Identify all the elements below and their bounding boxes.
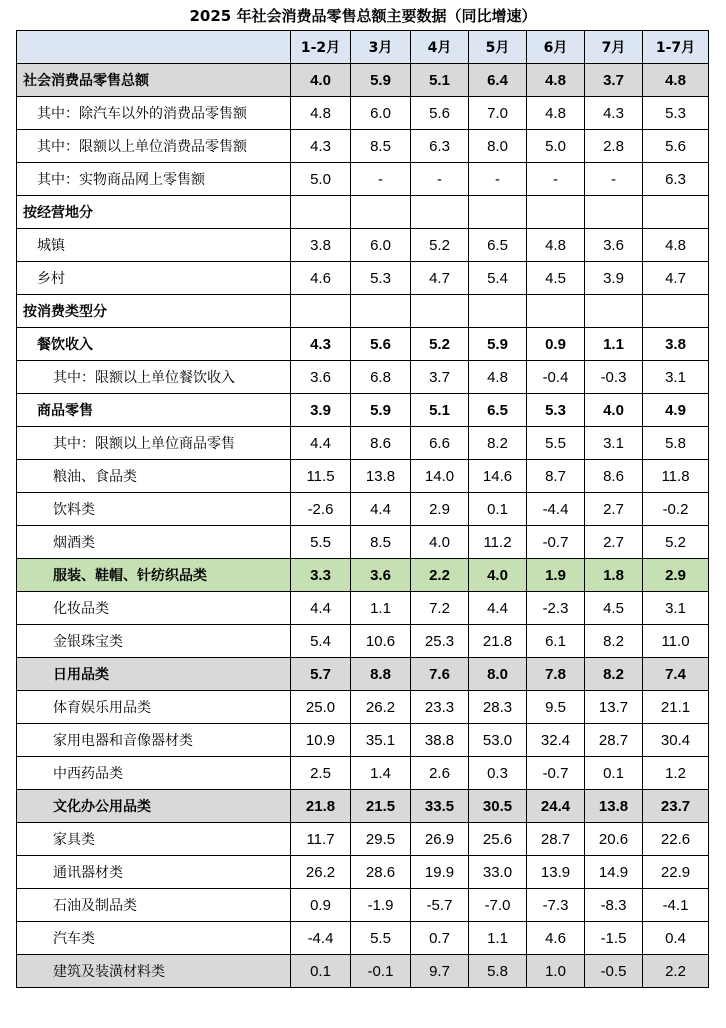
value-cell: 0.3: [469, 757, 527, 790]
value-cell: 0.1: [469, 493, 527, 526]
value-cell: 4.6: [291, 262, 351, 295]
value-cell: 28.7: [585, 724, 643, 757]
value-cell: -2.3: [527, 592, 585, 625]
value-cell: 28.6: [351, 856, 411, 889]
value-cell: 21.8: [291, 790, 351, 823]
value-cell: 5.3: [527, 394, 585, 427]
value-cell: 2.9: [643, 559, 709, 592]
value-cell: 28.3: [469, 691, 527, 724]
header-cell-jun: 6月: [527, 31, 585, 64]
row-label: 其中：限额以上单位餐饮收入: [17, 361, 291, 394]
row-label: 城镇: [17, 229, 291, 262]
row-label: 中西药品类: [17, 757, 291, 790]
value-cell: 2.2: [411, 559, 469, 592]
value-cell: 14.9: [585, 856, 643, 889]
table-row: [17, 295, 709, 328]
value-cell: 1.1: [469, 922, 527, 955]
value-cell: 0.7: [411, 922, 469, 955]
value-cell: 3.9: [585, 262, 643, 295]
value-cell: 4.8: [643, 229, 709, 262]
table-row: [17, 559, 709, 592]
value-cell: 4.4: [291, 427, 351, 460]
value-cell: 4.8: [527, 64, 585, 97]
value-cell: 2.7: [585, 493, 643, 526]
value-cell: 14.6: [469, 460, 527, 493]
value-cell: 10.9: [291, 724, 351, 757]
value-cell: 2.6: [411, 757, 469, 790]
value-cell: 32.4: [527, 724, 585, 757]
value-cell: 25.0: [291, 691, 351, 724]
value-cell: 0.9: [527, 328, 585, 361]
value-cell: 13.7: [585, 691, 643, 724]
value-cell: [291, 196, 351, 229]
value-cell: 4.4: [291, 592, 351, 625]
value-cell: 6.3: [411, 130, 469, 163]
value-cell: 8.2: [585, 658, 643, 691]
row-label: 按经营地分: [17, 196, 291, 229]
header-cell-jan-feb: 1-2月: [291, 31, 351, 64]
value-cell: 13.8: [351, 460, 411, 493]
value-cell: -: [469, 163, 527, 196]
value-cell: 4.0: [585, 394, 643, 427]
value-cell: 3.1: [585, 427, 643, 460]
value-cell: [527, 196, 585, 229]
value-cell: 4.9: [643, 394, 709, 427]
value-cell: [469, 196, 527, 229]
value-cell: 8.7: [527, 460, 585, 493]
value-cell: 5.3: [643, 97, 709, 130]
value-cell: 5.4: [291, 625, 351, 658]
value-cell: 8.6: [585, 460, 643, 493]
row-label: 餐饮收入: [17, 328, 291, 361]
value-cell: 2.5: [291, 757, 351, 790]
table-row: [17, 229, 709, 262]
value-cell: 7.0: [469, 97, 527, 130]
value-cell: -7.3: [527, 889, 585, 922]
value-cell: 4.3: [291, 130, 351, 163]
value-cell: 3.6: [351, 559, 411, 592]
value-cell: 21.8: [469, 625, 527, 658]
value-cell: 25.6: [469, 823, 527, 856]
value-cell: -1.9: [351, 889, 411, 922]
value-cell: 6.6: [411, 427, 469, 460]
value-cell: 6.1: [527, 625, 585, 658]
row-label: 体育娱乐用品类: [17, 691, 291, 724]
value-cell: 22.6: [643, 823, 709, 856]
table-row: [17, 592, 709, 625]
value-cell: 8.5: [351, 526, 411, 559]
value-cell: -7.0: [469, 889, 527, 922]
value-cell: -0.5: [585, 955, 643, 988]
value-cell: 3.7: [411, 361, 469, 394]
value-cell: [585, 196, 643, 229]
value-cell: 4.0: [291, 64, 351, 97]
value-cell: 1.8: [585, 559, 643, 592]
value-cell: 11.7: [291, 823, 351, 856]
row-label: 其中：限额以上单位消费品零售额: [17, 130, 291, 163]
value-cell: 0.1: [291, 955, 351, 988]
value-cell: 4.4: [351, 493, 411, 526]
value-cell: 4.3: [291, 328, 351, 361]
value-cell: 9.7: [411, 955, 469, 988]
value-cell: 5.5: [351, 922, 411, 955]
value-cell: [469, 295, 527, 328]
value-cell: 26.2: [351, 691, 411, 724]
value-cell: [291, 295, 351, 328]
value-cell: 11.5: [291, 460, 351, 493]
value-cell: 1.1: [585, 328, 643, 361]
value-cell: 1.1: [351, 592, 411, 625]
table-row: [17, 757, 709, 790]
value-cell: 5.0: [527, 130, 585, 163]
table-row: [17, 460, 709, 493]
row-label: 商品零售: [17, 394, 291, 427]
value-cell: 2.8: [585, 130, 643, 163]
value-cell: [585, 295, 643, 328]
value-cell: 3.9: [291, 394, 351, 427]
table-row: [17, 196, 709, 229]
value-cell: 33.0: [469, 856, 527, 889]
value-cell: 8.8: [351, 658, 411, 691]
value-cell: -0.2: [643, 493, 709, 526]
value-cell: 3.6: [585, 229, 643, 262]
value-cell: -: [585, 163, 643, 196]
value-cell: 6.4: [469, 64, 527, 97]
value-cell: -: [527, 163, 585, 196]
value-cell: 7.8: [527, 658, 585, 691]
table-row: [17, 328, 709, 361]
value-cell: 2.2: [643, 955, 709, 988]
value-cell: 8.0: [469, 658, 527, 691]
value-cell: 29.5: [351, 823, 411, 856]
value-cell: 35.1: [351, 724, 411, 757]
value-cell: -0.7: [527, 526, 585, 559]
value-cell: 4.0: [469, 559, 527, 592]
value-cell: 7.6: [411, 658, 469, 691]
header-row: [17, 31, 709, 64]
row-label: 其中：实物商品网上零售额: [17, 163, 291, 196]
row-label: 烟酒类: [17, 526, 291, 559]
row-label: 石油及制品类: [17, 889, 291, 922]
row-label: 粮油、食品类: [17, 460, 291, 493]
header-cell-apr: 4月: [411, 31, 469, 64]
value-cell: 9.5: [527, 691, 585, 724]
row-label: 文化办公用品类: [17, 790, 291, 823]
header-cell-mar: 3月: [351, 31, 411, 64]
value-cell: 20.6: [585, 823, 643, 856]
value-cell: 4.7: [643, 262, 709, 295]
value-cell: 1.9: [527, 559, 585, 592]
value-cell: 53.0: [469, 724, 527, 757]
value-cell: 26.2: [291, 856, 351, 889]
value-cell: 6.0: [351, 97, 411, 130]
value-cell: -0.3: [585, 361, 643, 394]
value-cell: 8.5: [351, 130, 411, 163]
row-label: 家具类: [17, 823, 291, 856]
value-cell: 23.3: [411, 691, 469, 724]
value-cell: 11.0: [643, 625, 709, 658]
value-cell: 5.8: [469, 955, 527, 988]
value-cell: 2.9: [411, 493, 469, 526]
header-cell-jul: 7月: [585, 31, 643, 64]
value-cell: 5.7: [291, 658, 351, 691]
value-cell: [411, 196, 469, 229]
value-cell: 0.1: [585, 757, 643, 790]
table-row: [17, 493, 709, 526]
table-row: [17, 889, 709, 922]
table-row: [17, 163, 709, 196]
value-cell: 5.5: [527, 427, 585, 460]
value-cell: 5.6: [643, 130, 709, 163]
value-cell: 4.8: [291, 97, 351, 130]
value-cell: 5.3: [351, 262, 411, 295]
value-cell: [643, 295, 709, 328]
value-cell: 5.1: [411, 64, 469, 97]
row-label: 家用电器和音像器材类: [17, 724, 291, 757]
table-row: [17, 394, 709, 427]
value-cell: 3.6: [291, 361, 351, 394]
value-cell: [643, 196, 709, 229]
value-cell: 26.9: [411, 823, 469, 856]
value-cell: -: [411, 163, 469, 196]
row-label: 其中：限额以上单位商品零售: [17, 427, 291, 460]
value-cell: 3.8: [643, 328, 709, 361]
table-row: [17, 625, 709, 658]
value-cell: 5.9: [351, 64, 411, 97]
table-title: 2025 年社会消费品零售总额主要数据（同比增速）: [189, 7, 537, 25]
value-cell: 8.2: [469, 427, 527, 460]
table-row: [17, 691, 709, 724]
value-cell: 4.8: [527, 229, 585, 262]
value-cell: 10.6: [351, 625, 411, 658]
value-cell: 4.0: [411, 526, 469, 559]
value-cell: 5.4: [469, 262, 527, 295]
table-row: [17, 526, 709, 559]
value-cell: -: [351, 163, 411, 196]
value-cell: -8.3: [585, 889, 643, 922]
value-cell: 5.6: [411, 97, 469, 130]
value-cell: 5.0: [291, 163, 351, 196]
value-cell: 4.5: [585, 592, 643, 625]
table-row: [17, 97, 709, 130]
row-label: 金银珠宝类: [17, 625, 291, 658]
header-cell-may: 5月: [469, 31, 527, 64]
value-cell: -4.1: [643, 889, 709, 922]
table-row: [17, 262, 709, 295]
value-cell: 1.2: [643, 757, 709, 790]
value-cell: 21.1: [643, 691, 709, 724]
value-cell: 5.6: [351, 328, 411, 361]
table-body: [17, 64, 709, 988]
value-cell: 22.9: [643, 856, 709, 889]
value-cell: 3.3: [291, 559, 351, 592]
value-cell: 11.2: [469, 526, 527, 559]
value-cell: 5.2: [643, 526, 709, 559]
value-cell: 3.1: [643, 361, 709, 394]
header-cell-jan-jul: 1-7月: [643, 31, 709, 64]
value-cell: 5.2: [411, 328, 469, 361]
value-cell: 4.8: [527, 97, 585, 130]
value-cell: -2.6: [291, 493, 351, 526]
value-cell: 4.6: [527, 922, 585, 955]
value-cell: 7.2: [411, 592, 469, 625]
value-cell: 8.0: [469, 130, 527, 163]
value-cell: 5.2: [411, 229, 469, 262]
value-cell: [411, 295, 469, 328]
value-cell: 6.8: [351, 361, 411, 394]
row-label: 服装、鞋帽、针纺织品类: [17, 559, 291, 592]
value-cell: 3.7: [585, 64, 643, 97]
value-cell: 13.8: [585, 790, 643, 823]
row-label: 汽车类: [17, 922, 291, 955]
value-cell: 0.4: [643, 922, 709, 955]
table-row: [17, 361, 709, 394]
value-cell: 6.3: [643, 163, 709, 196]
value-cell: -0.1: [351, 955, 411, 988]
row-label: 按消费类型分: [17, 295, 291, 328]
value-cell: 38.8: [411, 724, 469, 757]
row-label: 其中：除汽车以外的消费品零售额: [17, 97, 291, 130]
value-cell: -0.7: [527, 757, 585, 790]
value-cell: 4.8: [643, 64, 709, 97]
value-cell: -0.4: [527, 361, 585, 394]
value-cell: 23.7: [643, 790, 709, 823]
value-cell: [351, 196, 411, 229]
value-cell: 8.2: [585, 625, 643, 658]
value-cell: 19.9: [411, 856, 469, 889]
table-row: [17, 790, 709, 823]
value-cell: 4.4: [469, 592, 527, 625]
value-cell: 14.0: [411, 460, 469, 493]
value-cell: 3.1: [643, 592, 709, 625]
retail-sales-table: [16, 30, 709, 988]
row-label: 通讯器材类: [17, 856, 291, 889]
value-cell: 8.6: [351, 427, 411, 460]
value-cell: 4.3: [585, 97, 643, 130]
table-row: [17, 724, 709, 757]
value-cell: 24.4: [527, 790, 585, 823]
header-cell-blank: [17, 31, 291, 64]
value-cell: 0.9: [291, 889, 351, 922]
value-cell: 4.7: [411, 262, 469, 295]
row-label: 日用品类: [17, 658, 291, 691]
value-cell: 4.8: [469, 361, 527, 394]
value-cell: 5.9: [351, 394, 411, 427]
row-label: 建筑及装潢材料类: [17, 955, 291, 988]
row-label: 社会消费品零售总额: [17, 64, 291, 97]
table-row: [17, 955, 709, 988]
value-cell: 2.7: [585, 526, 643, 559]
table-row: [17, 427, 709, 460]
value-cell: [351, 295, 411, 328]
value-cell: -4.4: [527, 493, 585, 526]
value-cell: 30.4: [643, 724, 709, 757]
table-row: [17, 823, 709, 856]
value-cell: -4.4: [291, 922, 351, 955]
value-cell: 6.0: [351, 229, 411, 262]
value-cell: 28.7: [527, 823, 585, 856]
value-cell: 6.5: [469, 394, 527, 427]
value-cell: [527, 295, 585, 328]
value-cell: -1.5: [585, 922, 643, 955]
value-cell: 11.8: [643, 460, 709, 493]
value-cell: 4.5: [527, 262, 585, 295]
value-cell: 5.5: [291, 526, 351, 559]
value-cell: 5.8: [643, 427, 709, 460]
value-cell: 33.5: [411, 790, 469, 823]
value-cell: 30.5: [469, 790, 527, 823]
value-cell: 13.9: [527, 856, 585, 889]
value-cell: -5.7: [411, 889, 469, 922]
value-cell: 21.5: [351, 790, 411, 823]
table-row: [17, 922, 709, 955]
value-cell: 5.9: [469, 328, 527, 361]
value-cell: 3.8: [291, 229, 351, 262]
value-cell: 7.4: [643, 658, 709, 691]
value-cell: 25.3: [411, 625, 469, 658]
table-row: [17, 64, 709, 97]
table-row: [17, 856, 709, 889]
row-label: 饮料类: [17, 493, 291, 526]
row-label: 乡村: [17, 262, 291, 295]
row-label: 化妆品类: [17, 592, 291, 625]
table-row: [17, 658, 709, 691]
table-row: [17, 130, 709, 163]
value-cell: 1.0: [527, 955, 585, 988]
value-cell: 1.4: [351, 757, 411, 790]
value-cell: 6.5: [469, 229, 527, 262]
value-cell: 5.1: [411, 394, 469, 427]
